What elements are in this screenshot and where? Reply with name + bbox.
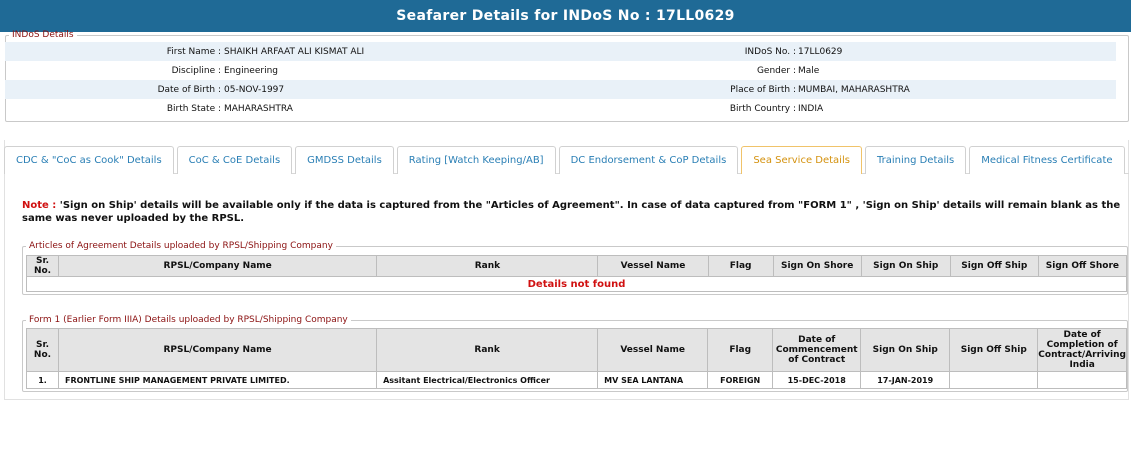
table-row	[27, 372, 1127, 389]
company-name-cell: FRONTLINE SHIP MANAGEMENT PRIVATE LIMITED.	[59, 372, 377, 389]
info-row-date-of-birth	[5, 80, 1116, 99]
column-header: Flag	[708, 329, 773, 372]
sign-off-ship-cell	[950, 372, 1038, 389]
tab-cdc-coc-cook[interactable]: CDC & "CoC as Cook" Details	[4, 146, 174, 174]
discipline-value: Engineering	[224, 65, 278, 76]
column-header: Flag	[708, 256, 773, 277]
tab-bar	[4, 146, 1128, 175]
tab-medical-fitness[interactable]: Medical Fitness Certificate	[969, 146, 1124, 174]
column-header: Sign On Ship	[861, 329, 950, 372]
first-name-label: First Name :	[166, 46, 221, 57]
table-row	[27, 277, 1127, 292]
column-header: Vessel Name	[598, 329, 708, 372]
column-header: Rank	[377, 329, 598, 372]
gender-label: Gender :	[756, 65, 796, 76]
column-header: RPSL/Company Name	[59, 329, 377, 372]
indos-no-label: INDoS No. :	[744, 46, 796, 57]
table-header-row	[27, 329, 1127, 372]
place-of-birth-value: MUMBAI, MAHARASHTRA	[798, 84, 910, 95]
note-label: Note :	[22, 200, 57, 211]
info-row-discipline	[5, 61, 1116, 80]
info-row-first-name	[5, 42, 1116, 61]
tab-sea-service[interactable]: Sea Service Details	[741, 146, 862, 174]
column-header: Vessel Name	[598, 256, 708, 277]
column-header: Sr. No.	[27, 329, 59, 372]
flag-cell: FOREIGN	[708, 372, 773, 389]
tab-dc-endorsement-cop[interactable]: DC Endorsement & CoP Details	[559, 146, 739, 174]
tab-coc-coe[interactable]: CoC & CoE Details	[177, 146, 293, 174]
column-header: Sign Off Ship	[950, 256, 1038, 277]
gender-value: Male	[798, 65, 820, 76]
tab-rating-watch-keeping[interactable]: Rating [Watch Keeping/AB]	[397, 146, 556, 174]
page-title: Seafarer Details for INDoS No : 17LL0629	[0, 0, 1131, 32]
place-of-birth-label: Place of Birth :	[730, 84, 796, 95]
tab-gmdss[interactable]: GMDSS Details	[295, 146, 394, 174]
note-text: 'Sign on Ship' details will be available only if the data is captured from the "Articles of Agreement". In case of data captured from "FORM 1" , 'Sign on Ship' details will remain blank as the same was never uploaded by the RPSL.	[22, 200, 1121, 224]
sr-no-cell: 1.	[27, 372, 59, 389]
table-header-row	[27, 256, 1127, 277]
discipline-label: Discipline :	[171, 65, 221, 76]
column-header: Sr. No.	[27, 256, 59, 277]
form1-table	[26, 328, 1127, 389]
column-header: Sign On Shore	[773, 256, 861, 277]
column-header: RPSL/Company Name	[59, 256, 377, 277]
indos-details-legend: INDoS Details	[12, 30, 74, 40]
column-header: Sign Off Ship	[950, 329, 1038, 372]
indos-no-value: 17LL0629	[798, 46, 843, 57]
date-of-birth-value: 05-NOV-1997	[224, 84, 285, 95]
column-header: Date of Completion of Contract/Arriving India	[1038, 330, 1126, 370]
column-header: Rank	[377, 256, 598, 277]
date-of-birth-label: Date of Birth :	[157, 84, 221, 95]
commencement-date-cell: 15-DEC-2018	[773, 372, 861, 389]
birth-country-value: INDIA	[798, 103, 824, 114]
birth-country-label: Birth Country :	[729, 103, 796, 114]
articles-of-agreement-table	[26, 255, 1127, 292]
articles-of-agreement-legend: Articles of Agreement Details uploaded by RPSL/Shipping Company	[29, 241, 333, 251]
sign-on-ship-note	[22, 199, 1127, 225]
sign-on-ship-cell: 17-JAN-2019	[861, 372, 950, 389]
first-name-value: SHAIKH ARFAAT ALI KISMAT ALI	[224, 46, 365, 57]
column-header: Sign Off Shore	[1038, 256, 1126, 277]
rank-cell: Assitant Electrical/Electronics Officer	[377, 372, 598, 389]
column-header: Sign On Ship	[861, 256, 950, 277]
vessel-name-cell: MV SEA LANTANA	[598, 372, 708, 389]
tab-training[interactable]: Training Details	[865, 146, 966, 174]
birth-state-label: Birth State :	[166, 103, 221, 114]
column-header: Date of Commencement of Contract	[773, 329, 861, 372]
details-not-found-message: Details not found	[27, 277, 1127, 292]
birth-state-value: MAHARASHTRA	[224, 103, 293, 114]
form1-legend: Form 1 (Earlier Form IIIA) Details uploaded by RPSL/Shipping Company	[29, 315, 348, 325]
completion-date-cell	[1038, 372, 1127, 389]
info-row-birth-state	[5, 99, 1116, 118]
